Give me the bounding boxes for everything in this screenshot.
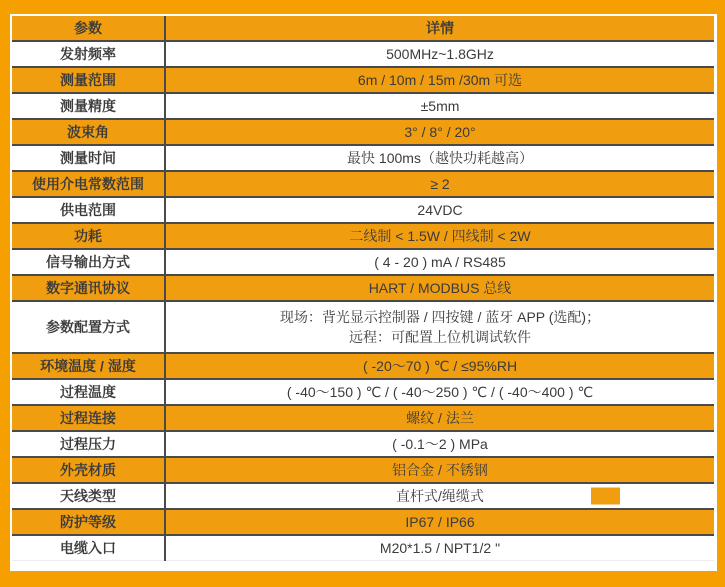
param-label-cell: 使用介电常数范围 (12, 171, 165, 197)
param-value-line: 现场：背光显示控制器 / 四按键 / 蓝牙 APP (选配)； (279, 308, 601, 325)
table-row (12, 509, 714, 535)
param-value-text: HART / MODBUS 总线 (368, 279, 512, 296)
param-value-cell (165, 379, 714, 405)
param-value-cell (165, 119, 714, 145)
param-value-cell (165, 535, 714, 561)
spec-table-panel (10, 14, 717, 571)
param-label-cell: 天线类型 (12, 483, 165, 509)
param-label-cell: 测量精度 (12, 93, 165, 119)
param-value-text: ( -40～150 ) ℃ / ( -40～250 ) ℃ / ( -40～400 ) ℃ (286, 383, 594, 400)
param-value-text: 铝合金 / 不锈钢 (392, 461, 488, 478)
param-label-cell: 发射频率 (12, 41, 165, 67)
param-value-line: 远程：可配置上位机调试软件 (349, 329, 531, 345)
table-row (12, 249, 714, 275)
table-row (12, 379, 714, 405)
param-value-cell (165, 145, 714, 171)
param-value-text: ( -0.1～2 ) MPa (392, 435, 488, 452)
param-value-cell (165, 197, 714, 223)
param-value-text: 直杆式/绳缆式 (396, 487, 484, 504)
table-row (12, 67, 714, 93)
table-row (12, 41, 714, 67)
table-row (12, 353, 714, 379)
table-row (12, 171, 714, 197)
param-value-cell (165, 67, 714, 93)
param-label-cell: 参数配置方式 (12, 301, 165, 353)
param-value-text: 24VDC (417, 201, 463, 218)
param-label-cell: 信号输出方式 (12, 249, 165, 275)
param-value-text: 螺纹 / 法兰 (406, 409, 474, 426)
param-value-text: ( 4 - 20 ) mA / RS485 (374, 253, 506, 270)
param-value-cell (165, 249, 714, 275)
table-row (12, 145, 714, 171)
param-value-cell (165, 223, 714, 249)
param-value-cell (165, 301, 714, 353)
param-label-cell: 波束角 (12, 119, 165, 145)
param-label-cell: 电缆入口 (12, 535, 165, 561)
param-value-text: ±5mm (420, 97, 460, 114)
param-value-text: M20*1.5 / NPT1/2 " (379, 539, 501, 556)
param-value-cell (165, 353, 714, 379)
param-value-cell (165, 483, 714, 509)
table-row (12, 197, 714, 223)
param-label-cell: 功耗 (12, 223, 165, 249)
param-label-cell: 过程压力 (12, 431, 165, 457)
param-value-cell (165, 431, 714, 457)
param-value-text: 二线制 < 1.5W / 四线制 < 2W (349, 227, 531, 244)
param-value-cell (165, 41, 714, 67)
table-row (12, 535, 714, 561)
param-value-cell (165, 457, 714, 483)
param-label-cell: 环境温度 / 湿度 (12, 353, 165, 379)
param-label-cell: 测量时间 (12, 145, 165, 171)
table-row (12, 405, 714, 431)
param-label-cell: 供电范围 (12, 197, 165, 223)
table-row (12, 431, 714, 457)
header-param-cell: 参数 (12, 16, 165, 41)
table-row (12, 223, 714, 249)
param-label-cell: 防护等级 (12, 509, 165, 535)
param-value-text: 6m / 10m / 15m /30m 可选 (357, 71, 523, 88)
param-value-text: ≥ 2 (430, 175, 450, 192)
param-label-cell: 测量范围 (12, 67, 165, 93)
header-detail-cell: 详情 (165, 16, 714, 41)
spec-table (12, 16, 714, 561)
table-row (12, 301, 714, 353)
table-row (12, 275, 714, 301)
param-label-cell: 过程连接 (12, 405, 165, 431)
table-row (12, 119, 714, 145)
table-header-row (12, 16, 714, 41)
param-value-cell (165, 405, 714, 431)
param-value-text: 3° / 8° / 20° (404, 123, 476, 140)
param-value-cell (165, 93, 714, 119)
table-row (12, 457, 714, 483)
param-label-cell: 数字通讯协议 (12, 275, 165, 301)
param-value-text: 500MHz~1.8GHz (386, 45, 494, 62)
param-value-text: ( -20～70 ) ℃ / ≤95%RH (362, 357, 518, 374)
param-value-cell (165, 275, 714, 301)
redaction-block (591, 488, 620, 505)
param-value-cell (165, 171, 714, 197)
param-value-text: 最快 100ms（越快功耗越高） (347, 149, 533, 166)
table-row (12, 93, 714, 119)
table-row (12, 483, 714, 509)
param-label-cell: 外壳材质 (12, 457, 165, 483)
param-value-text: IP67 / IP66 (405, 513, 475, 530)
param-label-cell: 过程温度 (12, 379, 165, 405)
param-value-cell (165, 509, 714, 535)
